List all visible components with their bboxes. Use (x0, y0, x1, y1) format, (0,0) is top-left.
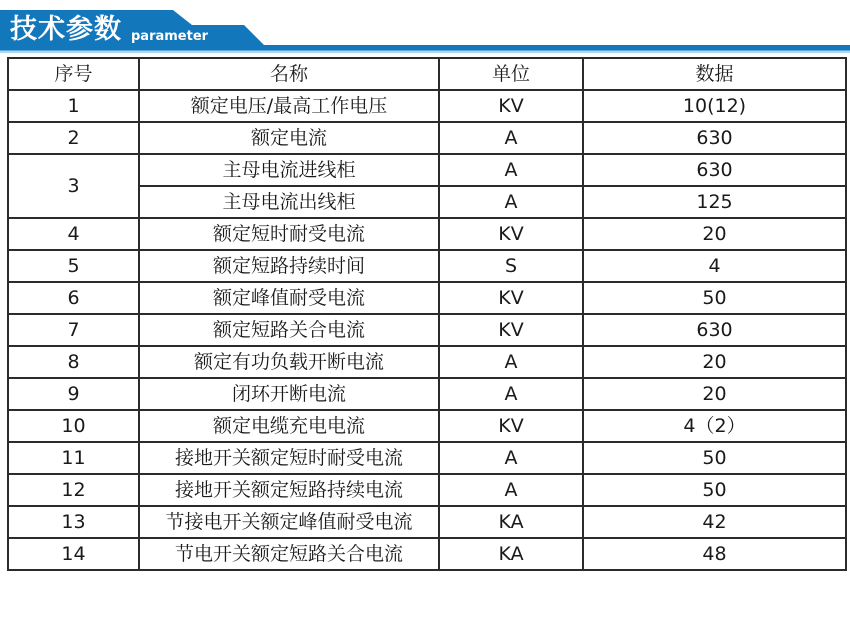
cell-value: 10(12) (583, 90, 846, 122)
cell-no: 7 (8, 314, 139, 346)
cell-value: 20 (583, 218, 846, 250)
cell-no: 5 (8, 250, 139, 282)
cell-value: 50 (583, 474, 846, 506)
cell-unit: KA (439, 538, 583, 570)
table-row (8, 378, 846, 410)
cell-value: 50 (583, 282, 846, 314)
cell-no: 2 (8, 122, 139, 154)
cell-unit: KV (439, 218, 583, 250)
table-row (8, 282, 846, 314)
table-row (8, 410, 846, 442)
column-header-name: 名称 (139, 58, 439, 90)
cell-value: 20 (583, 346, 846, 378)
cell-value: 4 (583, 250, 846, 282)
table-header-row (8, 58, 846, 90)
cell-unit: S (439, 250, 583, 282)
cell-unit: KV (439, 282, 583, 314)
table-row (8, 122, 846, 154)
cell-name: 节接电开关额定峰值耐受电流 (139, 506, 439, 538)
cell-no: 13 (8, 506, 139, 538)
cell-name: 节电开关额定短路关合电流 (139, 538, 439, 570)
cell-name: 额定短路持续时间 (139, 250, 439, 282)
cell-unit: KV (439, 314, 583, 346)
table-row (8, 154, 846, 186)
cell-value: 630 (583, 314, 846, 346)
cell-value: 50 (583, 442, 846, 474)
cell-name: 额定短路关合电流 (139, 314, 439, 346)
table-row (8, 474, 846, 506)
cell-no: 12 (8, 474, 139, 506)
cell-unit: A (439, 378, 583, 410)
cell-unit: A (439, 122, 583, 154)
column-header-value: 数据 (583, 58, 846, 90)
cell-no: 11 (8, 442, 139, 474)
cell-no: 14 (8, 538, 139, 570)
cell-value: 48 (583, 538, 846, 570)
table-row (8, 506, 846, 538)
cell-unit: A (439, 186, 583, 218)
page-subtitle: parameter (131, 28, 209, 44)
cell-name: 闭环开断电流 (139, 378, 439, 410)
cell-value: 630 (583, 122, 846, 154)
parameters-table (7, 57, 847, 571)
cell-value: 20 (583, 378, 846, 410)
table-row (8, 218, 846, 250)
cell-unit: A (439, 442, 583, 474)
cell-value: 4（2） (583, 410, 846, 442)
cell-value: 125 (583, 186, 846, 218)
cell-unit: KA (439, 506, 583, 538)
cell-name: 额定电流 (139, 122, 439, 154)
cell-unit: KV (439, 410, 583, 442)
cell-no: 1 (8, 90, 139, 122)
cell-no: 4 (8, 218, 139, 250)
cell-no: 8 (8, 346, 139, 378)
column-header-unit: 单位 (439, 58, 583, 90)
cell-value: 630 (583, 154, 846, 186)
cell-no-merged: 3 (8, 154, 139, 218)
cell-name: 接地开关额定短路持续电流 (139, 474, 439, 506)
banner-text (10, 10, 208, 50)
cell-value: 42 (583, 506, 846, 538)
cell-no: 10 (8, 410, 139, 442)
cell-unit: A (439, 154, 583, 186)
table-row (8, 90, 846, 122)
table-row (8, 314, 846, 346)
table-row (8, 442, 846, 474)
cell-name: 额定电缆充电电流 (139, 410, 439, 442)
cell-name: 主母电流进线柜 (139, 154, 439, 186)
page-title: 技术参数 (10, 14, 122, 45)
cell-no: 9 (8, 378, 139, 410)
cell-name: 额定电压/最高工作电压 (139, 90, 439, 122)
cell-name: 主母电流出线柜 (139, 186, 439, 218)
cell-name: 额定短时耐受电流 (139, 218, 439, 250)
column-header-no: 序号 (8, 58, 139, 90)
cell-name: 额定有功负载开断电流 (139, 346, 439, 378)
table-row (8, 538, 846, 570)
cell-unit: KV (439, 90, 583, 122)
cell-name: 额定峰值耐受电流 (139, 282, 439, 314)
table-row (8, 250, 846, 282)
table-row (8, 346, 846, 378)
section-banner (0, 0, 850, 56)
cell-unit: A (439, 346, 583, 378)
cell-no: 6 (8, 282, 139, 314)
cell-name: 接地开关额定短时耐受电流 (139, 442, 439, 474)
cell-unit: A (439, 474, 583, 506)
